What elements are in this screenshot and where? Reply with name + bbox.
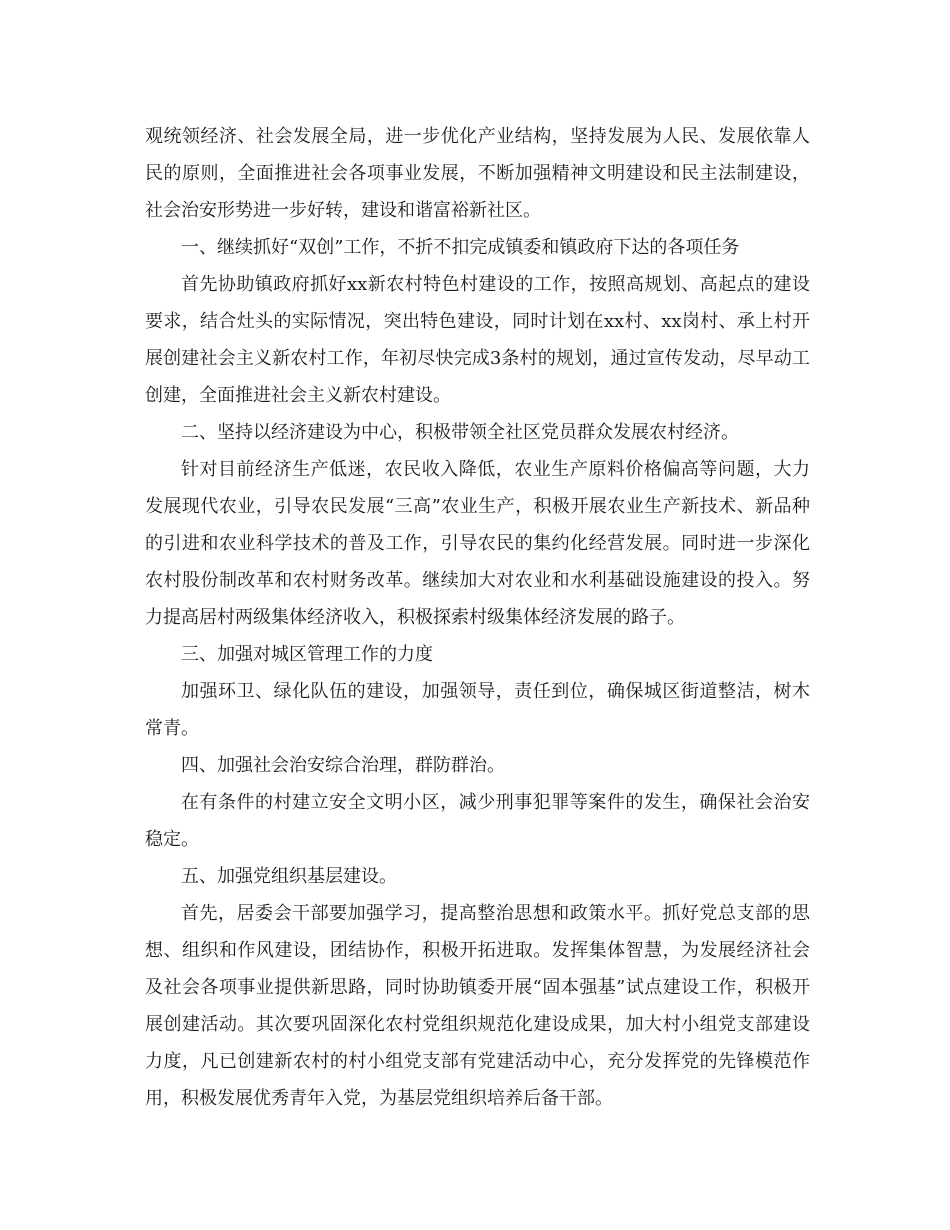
paragraph-section-5: 首先，居委会干部要加强学习，提高整治思想和政策水平。抓好党总支部的思想、组织和作风建设，团结协作，积极开拓进取。发挥集体智慧，为发展经济社会及社会各项事业提供新思路，同时协助镇委开展“固本强基”试点建设工作，积极开展创建活动。其次要巩固深化农村党组织规范化建设成果，加大村小组党支部建设力度，凡已创建新农村的村小组党支部有党建活动中心，充分发挥党的先锋模范作用，积极发展优秀青年入党，为基层党组织培养后备干部。 <box>145 903 810 1109</box>
section-heading-2: 二、坚持以经济建设为中心，积极带领全社区党员群众发展农村经济。 <box>181 422 739 443</box>
paragraph-section-3: 加强环卫、绿化队伍的建设，加强领导，责任到位，确保城区街道整洁，树木常青。 <box>145 681 810 739</box>
section-heading-1: 一、继续抓好“双创”工作，不折不扣完成镇委和镇政府下达的各项任务 <box>181 237 740 258</box>
document-body <box>145 118 810 1117</box>
paragraph-section-4: 在有条件的村建立安全文明小区，减少刑事犯罪等案件的发生，确保社会治安稳定。 <box>145 792 810 850</box>
section-heading-4: 四、加强社会治安综合治理，群防群治。 <box>181 755 505 776</box>
paragraph-section-2: 针对目前经济生产低迷，农民收入降低，农业生产原料价格偏高等问题，大力发展现代农业，引导农民发展“三高”农业生产，积极开展农业生产新技术、新品种的引进和农业科学技术的普及工作，引导农民的集约化经营发展。同时进一步深化农村股份制改革和农村财务改革。继续加大对农业和水利基础设施建设的投入。努力提高居村两级集体经济收入，积极探索村级集体经济发展的路子。 <box>145 459 810 628</box>
paragraph-section-1: 首先协助镇政府抓好xx新农村特色村建设的工作，按照高规划、高起点的建设要求，结合灶头的实际情况，突出特色建设，同时计划在xx村、xx岗村、承上村开展创建社会主义新农村工作，年初尽快完成3条村的规划，通过宣传发动，尽早动工创建，全面推进社会主义新农村建设。 <box>145 274 810 406</box>
section-heading-5: 五、加强党组织基层建设。 <box>181 866 397 887</box>
section-heading-3: 三、加强对城区管理工作的力度 <box>181 644 433 665</box>
paragraph-intro-continuation: 观统领经济、社会发展全局，进一步优化产业结构，坚持发展为人民、发展依靠人民的原则，全面推进社会各项事业发展，不断加强精神文明建设和民主法制建设，社会治安形势进一步好转，建设和谐富裕新社区。 <box>145 126 810 221</box>
